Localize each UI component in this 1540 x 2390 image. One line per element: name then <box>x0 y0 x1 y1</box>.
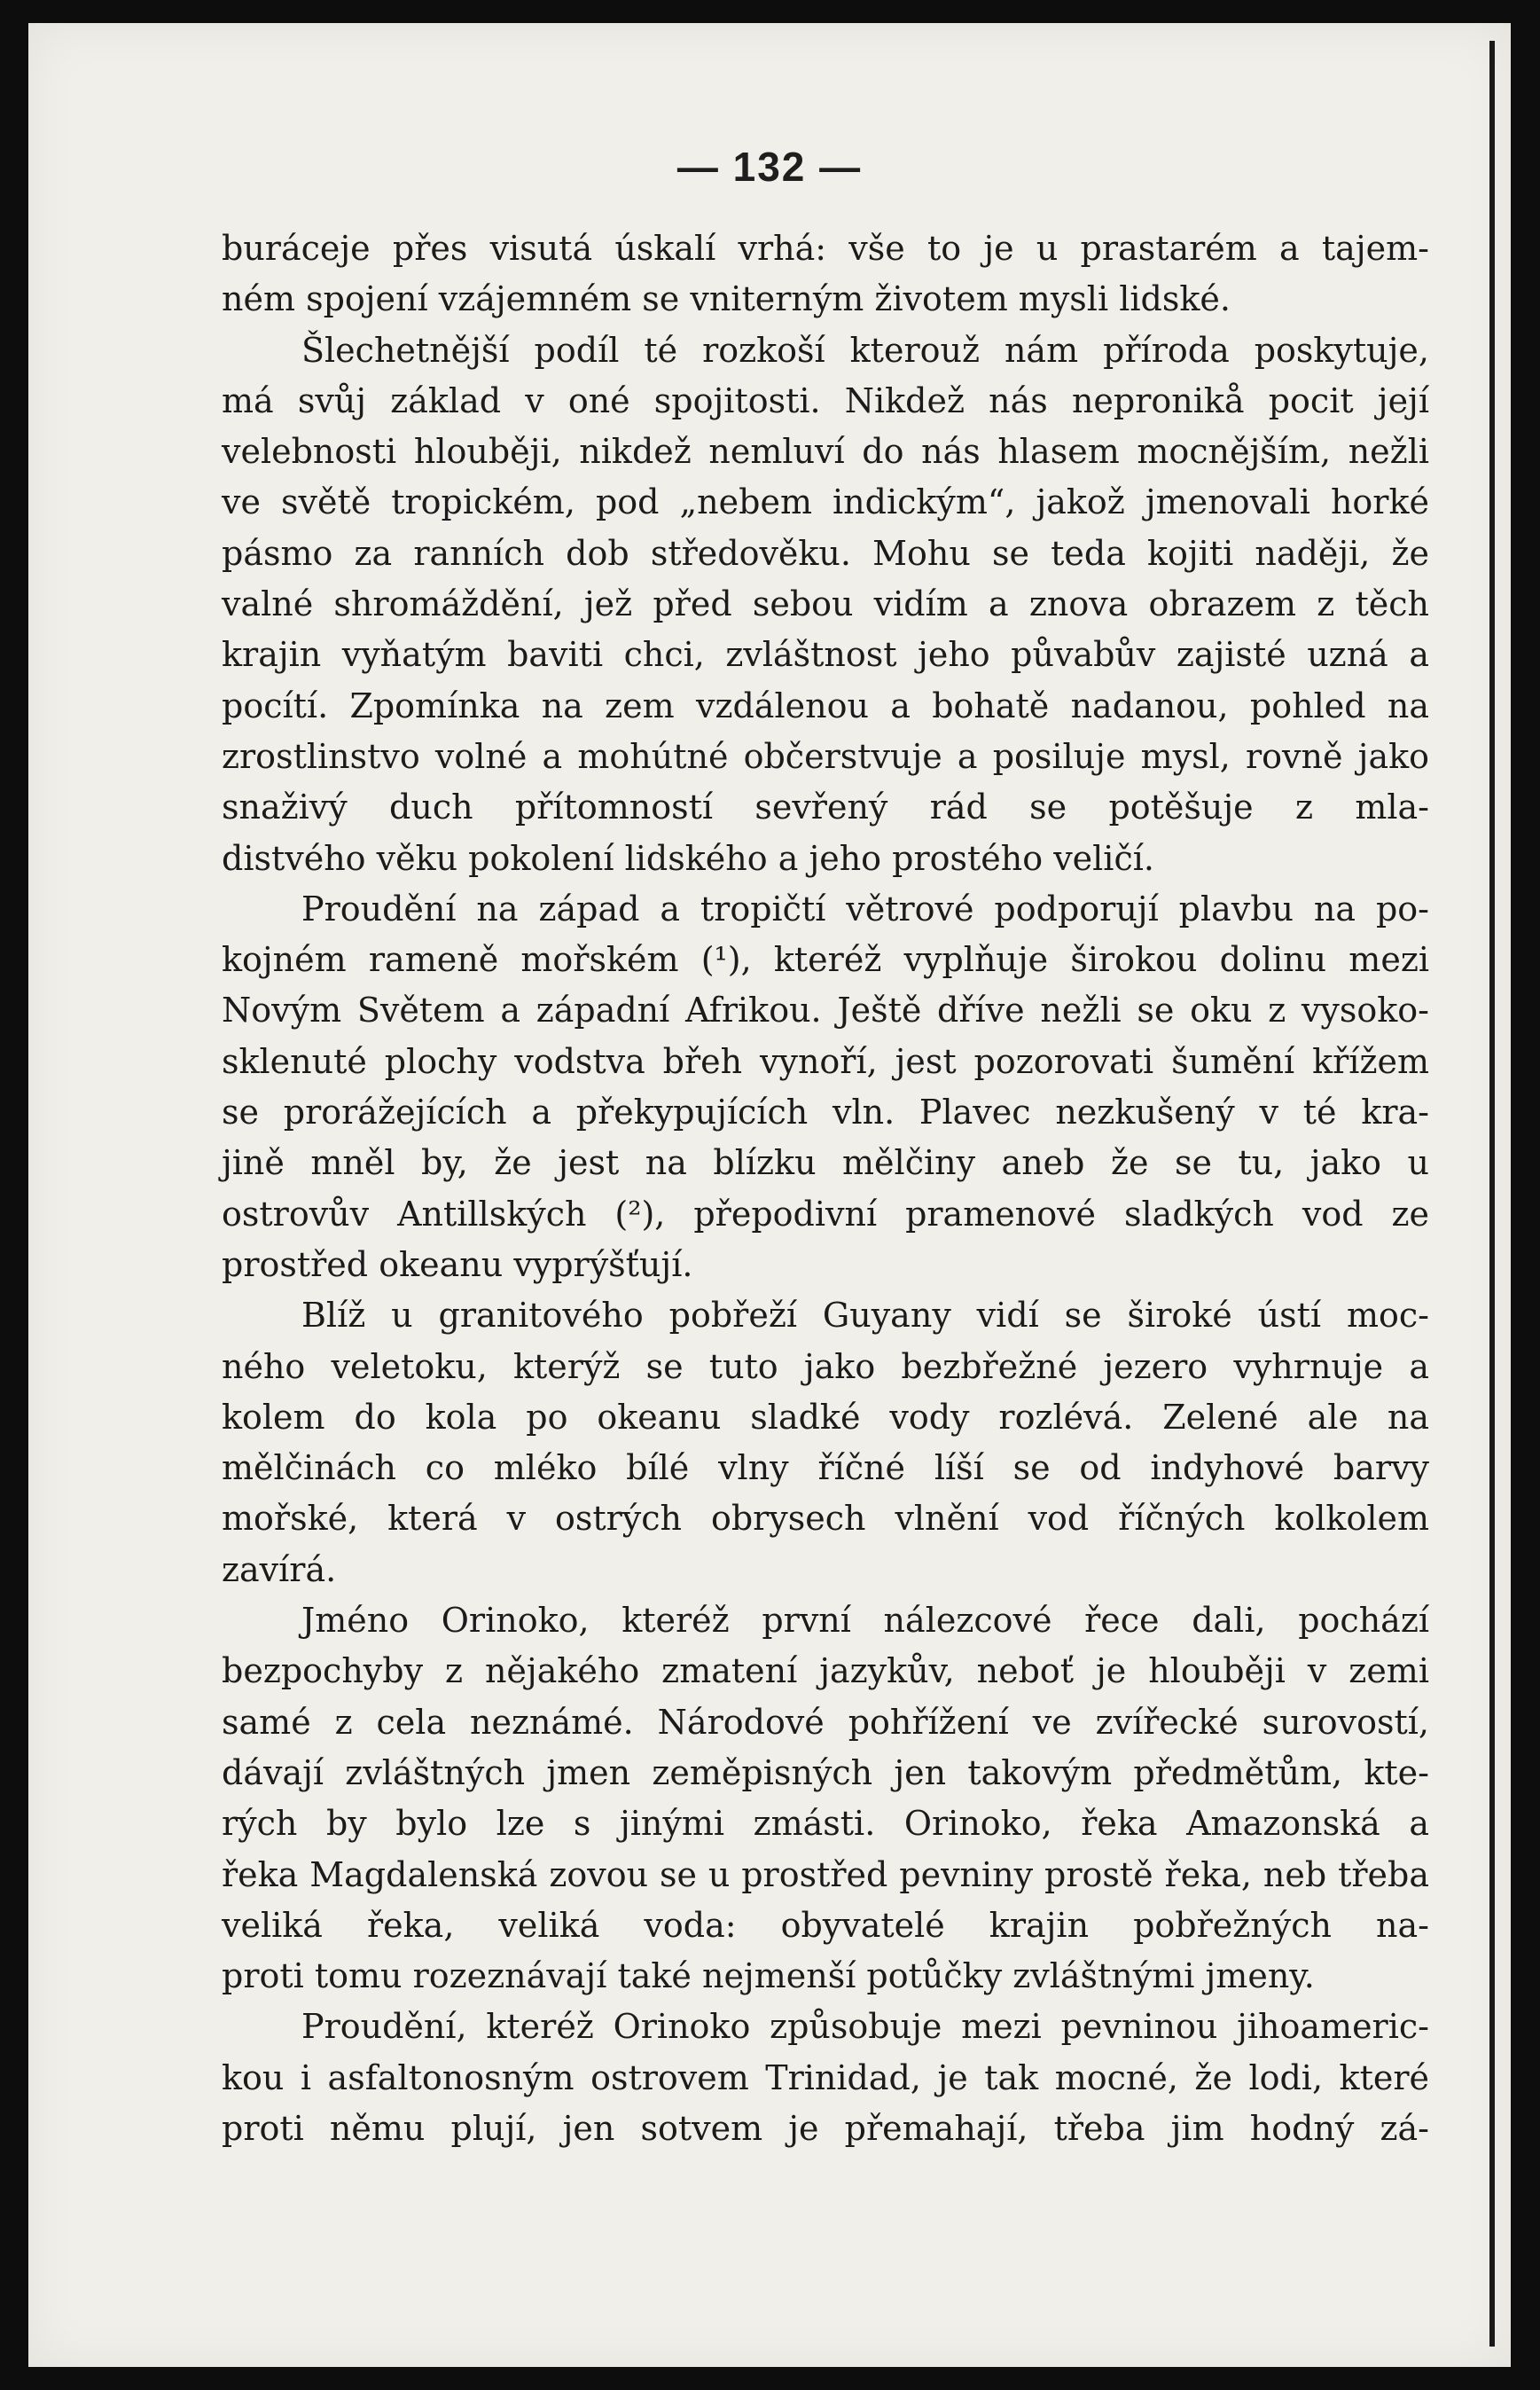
text-line: má svůj základ v oné spojitosti. Nikdež nás nepronikå pocit její <box>222 380 1429 420</box>
text-line: jině mněl by, že jest na blízku mělčiny aneb že se tu, jako u <box>222 1143 1429 1183</box>
text-line: Novým Světem a západní Afrikou. Ještě dříve nežli se oku z vysoko- <box>222 991 1429 1030</box>
text-line: ném spojení vzájemném se vniterným životem mysli lidské. <box>222 279 1231 319</box>
text-line: samé z cela neznámé. Národové pohřížení ve zvířecké surovostí, <box>222 1702 1429 1742</box>
text-line: Jméno Orinoko, kteréž první nálezcové řece dali, pochází <box>301 1601 1429 1641</box>
text-line: zavírá. <box>222 1549 337 1589</box>
text-line: ve světě tropickém, pod „nebem indickým“, jakož jmenovali horké <box>222 482 1429 522</box>
text-line: Šlechetnější podíl té rozkoší kterouž nám příroda poskytuje, <box>301 330 1429 370</box>
text-line: proti němu plují, jen sotvem je přemahají, třeba jim hodný zá- <box>222 2108 1429 2148</box>
text-line: Proudění na západ a tropičtí větrové podporují plavbu na po- <box>301 889 1429 929</box>
text-line: Blíž u granitového pobřeží Guyany vidí se široké ústí moc- <box>301 1296 1429 1336</box>
scanned-page <box>28 23 1511 2367</box>
text-line: krajin vyňatým baviti chci, zvláštnost jeho půvabův zajisté uzná a <box>222 635 1429 675</box>
binding-edge-line <box>1489 41 1495 2347</box>
text-line: rých by bylo lze s jinými zmásti. Orinoko, řeka Amazonská a <box>222 1804 1429 1844</box>
text-line: kolem do kola po okeanu sladké vody rozlévá. Zelené ale na <box>222 1397 1429 1437</box>
text-line: dávají zvláštných jmen zeměpisných jen takovým předmětům, kte- <box>222 1752 1429 1792</box>
text-line: distvého věku pokolení lidského a jeho prostého veličí. <box>222 838 1154 878</box>
text-line: veliká řeka, veliká voda: obyvatelé krajin pobřežných na- <box>222 1905 1429 1945</box>
body-text <box>222 223 1429 2154</box>
text-line: mořské, která v ostrých obrysech vlnění vod říčných kolkolem <box>222 1499 1429 1539</box>
text-line: ostrovův Antillských (²), přepodivní pramenové sladkých vod ze <box>222 1194 1429 1234</box>
text-line: ného veletoku, kterýž se tuto jako bezbřežné jezero vyhrnuje a <box>222 1346 1429 1386</box>
text-line: se prorážejících a překypujících vln. Plavec nezkušený v té kra- <box>222 1093 1429 1132</box>
text-line: kou i asfaltonosným ostrovem Trinidad, je tak mocné, že lodi, které <box>222 2057 1429 2097</box>
page-number: — 132 — <box>676 144 863 190</box>
text-line: řeka Magdalenská zovou se u prostřed pevniny prostě řeka, neb třeba <box>222 1854 1429 1894</box>
text-line: buráceje přes visutá úskalí vrhá: vše to je u prastarém a tajem- <box>222 229 1429 268</box>
text-line: sklenuté plochy vodstva břeh vynoří, jest pozorovati šumění křížem <box>222 1041 1429 1081</box>
text-line: valné shromáždění, jež před sebou vidím a znova obrazem z těch <box>222 584 1429 624</box>
text-line: proti tomu rozeznávají také nejmenší potůčky zvláštnými jmeny. <box>222 1956 1315 1996</box>
text-line: kojném rameně mořském (¹), kteréž vyplňuje širokou dolinu mezi <box>222 940 1429 980</box>
text-line: Proudění, kteréž Orinoko způsobuje mezi pevninou jihoameric- <box>301 2007 1429 2047</box>
text-line: prostřed okeanu vyprýšťují. <box>222 1244 693 1284</box>
text-line: mělčinách co mléko bílé vlny říčné líší se od indyhové barvy <box>222 1448 1429 1488</box>
text-line: pocítí. Zpomínka na zem vzdálenou a bohatě nadanou, pohled na <box>222 686 1429 725</box>
text-line: velebnosti hlouběji, nikdež nemluví do nás hlasem mocnějším, nežli <box>222 432 1429 472</box>
text-line: snaživý duch přítomností sevřený rád se potěšuje z mla- <box>222 788 1429 827</box>
text-line: bezpochyby z nějakého zmatení jazykův, neboť je hlouběji v zemi <box>222 1651 1429 1691</box>
text-line: zrostlinstvo volné a mohútné občerstvuje a posiluje mysl, rovně jako <box>222 736 1429 776</box>
text-line: pásmo za ranních dob středověku. Mohu se teda kojiti naději, že <box>222 533 1429 573</box>
